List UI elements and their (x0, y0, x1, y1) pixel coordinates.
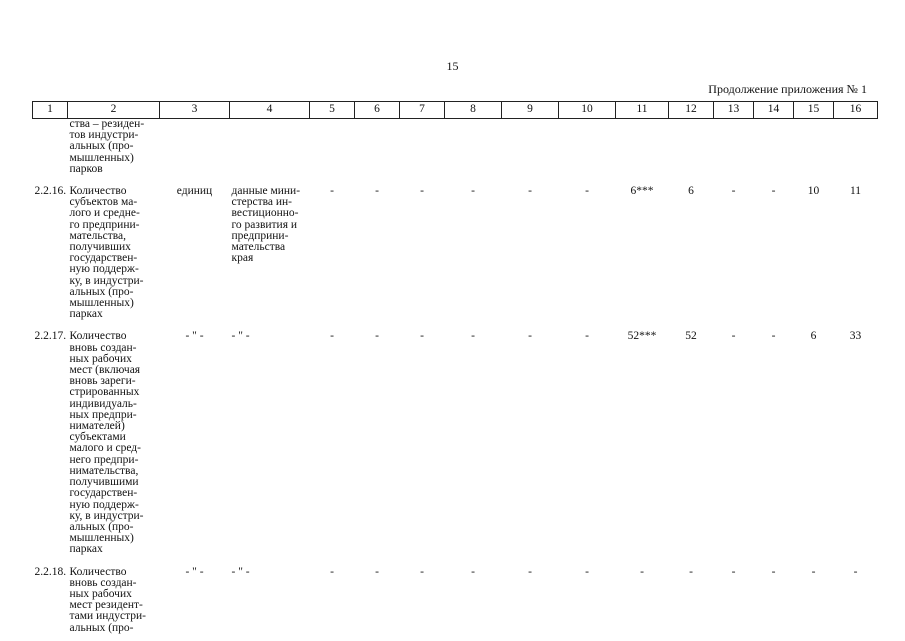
indicator-name: Количество субъектов ма- лого и средне- го предприни- мательства, получивших государствен- ную поддерж- ку, в индустри- альных (про- мышленных) парках (69, 185, 144, 321)
value-cell: - (528, 565, 532, 578)
value-cell: - (731, 185, 736, 198)
value-cell (400, 119, 445, 183)
header-cell: 7 (400, 102, 445, 119)
unit-cell (160, 119, 230, 183)
value-cell (834, 119, 878, 183)
header-row (33, 102, 878, 119)
value-cell (559, 119, 616, 183)
data-table (32, 101, 878, 641)
value-cell (502, 119, 559, 183)
source-cell: - " - (231, 565, 250, 578)
value-cell: - (585, 330, 589, 343)
unit-cell: - " - (185, 565, 204, 578)
source-cell: - " - (231, 330, 250, 343)
value-cell: - (420, 565, 424, 578)
value-cell: - (471, 330, 475, 343)
value-cell (310, 119, 355, 183)
header-cell: 1 (33, 102, 68, 119)
value-cell: - (471, 565, 475, 578)
value-cell: - (853, 565, 858, 578)
value-cell: - (771, 565, 776, 578)
value-cell: 52*** (627, 330, 657, 343)
value-cell: - (689, 565, 693, 578)
value-cell: - (528, 185, 532, 198)
value-cell (714, 119, 754, 183)
row-number: 2.2.17. (34, 330, 67, 343)
value-cell: 52 (685, 330, 697, 343)
row-number: 2.2.16. (34, 185, 67, 198)
page-number: 15 (446, 59, 459, 73)
header-cell: 8 (445, 102, 502, 119)
header-cell: 4 (230, 102, 310, 119)
indicator-name: Количество вновь создан- ных рабочих мест (включая вновь зареги- стрированных индивидуаль- ных предпри- нимателей) субъектами малого и сред- него предпри- нимательства, получившими государствен- ную поддерж- ку, в индустри- альных (про- мышленных) парках (69, 330, 144, 556)
value-cell: - (330, 185, 334, 198)
row-number (33, 119, 68, 183)
header-cell: 10 (559, 102, 616, 119)
header-cell: 6 (355, 102, 400, 119)
value-cell: 11 (849, 185, 862, 198)
value-cell: - (528, 330, 532, 343)
value-cell: 6 (810, 330, 817, 343)
unit-cell: единиц (176, 185, 213, 198)
table-row (33, 327, 878, 562)
value-cell: 33 (849, 330, 862, 343)
value-cell: - (585, 185, 589, 198)
value-cell (794, 119, 834, 183)
value-cell (445, 119, 502, 183)
header-cell: 3 (160, 102, 230, 119)
value-cell: - (330, 330, 334, 343)
header-cell: 15 (794, 102, 834, 119)
header-cell: 16 (834, 102, 878, 119)
value-cell: - (375, 565, 379, 578)
value-cell: - (585, 565, 589, 578)
header-cell: 13 (714, 102, 754, 119)
indicator-name: Количество вновь создан- ных рабочих мест резидент- тами индустри- альных (про- (69, 565, 146, 634)
value-cell: - (420, 185, 424, 198)
value-cell (669, 119, 714, 183)
header-cell: 5 (310, 102, 355, 119)
value-cell: - (731, 330, 736, 343)
source-cell (230, 119, 310, 183)
value-cell: - (811, 565, 816, 578)
value-cell: - (375, 330, 379, 343)
value-cell: 6 (688, 185, 694, 198)
value-cell (754, 119, 794, 183)
header-cell: 14 (754, 102, 794, 119)
header-cell: 2 (68, 102, 160, 119)
indicator-name: ства – резиден- тов индустри- альных (про- мышленных) парков (69, 118, 145, 175)
source-cell: данные мини- стерства ин- вестиционно- го развития и предприни- мательства края (231, 185, 301, 265)
header-cell: 12 (669, 102, 714, 119)
value-cell: - (640, 565, 644, 578)
table-row (33, 563, 878, 641)
value-cell: - (771, 330, 776, 343)
value-cell: 10 (807, 185, 820, 198)
unit-cell: - " - (185, 330, 204, 343)
value-cell: - (471, 185, 475, 198)
value-cell: - (731, 565, 736, 578)
header-cell: 9 (502, 102, 559, 119)
value-cell: - (771, 185, 776, 198)
value-cell: - (375, 185, 379, 198)
value-cell: - (420, 330, 424, 343)
value-cell (355, 119, 400, 183)
row-number: 2.2.18. (34, 565, 67, 578)
table-row (33, 119, 878, 183)
value-cell: - (330, 565, 334, 578)
value-cell (616, 119, 669, 183)
header-cell: 11 (616, 102, 669, 119)
table-row (33, 182, 878, 327)
continuation-caption: Продолжение приложения № 1 (708, 82, 867, 96)
value-cell: 6*** (630, 185, 654, 198)
